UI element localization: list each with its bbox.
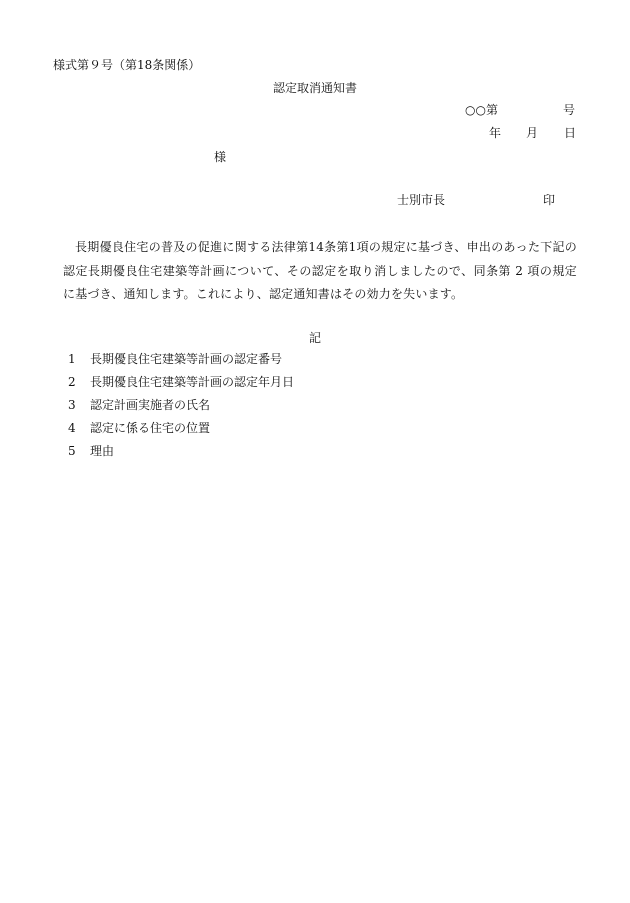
document-title: 認定取消通知書	[272, 81, 357, 95]
item-number: 2	[68, 375, 76, 389]
body-paragraph: 長期優良住宅の普及の促進に関する法律第14条第1項の規定に基づき、申出のあった下記の認定長期優良住宅建築等計画について、その認定を取り消しましたので、同条第 2 項の規定に基づき、通知します。これにより、認定通知書はその効力を失います。	[63, 240, 577, 301]
item-label: 長期優良住宅建築等計画の認定番号	[90, 352, 283, 366]
date-day-label: 日	[564, 126, 577, 140]
item-number: 1	[68, 352, 76, 366]
list-item	[68, 374, 294, 397]
addressee-honorific: 様	[214, 150, 227, 164]
item-label: 理由	[90, 444, 115, 458]
item-label: 認定に係る住宅の位置	[90, 421, 211, 435]
form-label: 様式第９号（第18条関係）	[53, 58, 201, 72]
seal-mark: 印	[543, 193, 556, 207]
date-year-label: 年	[489, 126, 502, 140]
item-label: 認定計画実施者の氏名	[90, 398, 211, 412]
item-number: 5	[68, 444, 76, 458]
sender-name: 士別市長	[397, 193, 446, 207]
document-number-prefix: ○○第	[465, 103, 498, 117]
list-item	[68, 420, 294, 443]
list-item	[68, 351, 294, 374]
date-month-label: 月	[526, 126, 539, 140]
list-item	[68, 397, 294, 420]
ki-heading: 記	[308, 331, 321, 345]
item-label: 長期優良住宅建築等計画の認定年月日	[90, 375, 295, 389]
item-list	[68, 351, 294, 466]
item-number: 3	[68, 398, 76, 412]
list-item	[68, 443, 294, 466]
item-number: 4	[68, 421, 76, 435]
document-number-suffix: 号	[563, 103, 576, 117]
